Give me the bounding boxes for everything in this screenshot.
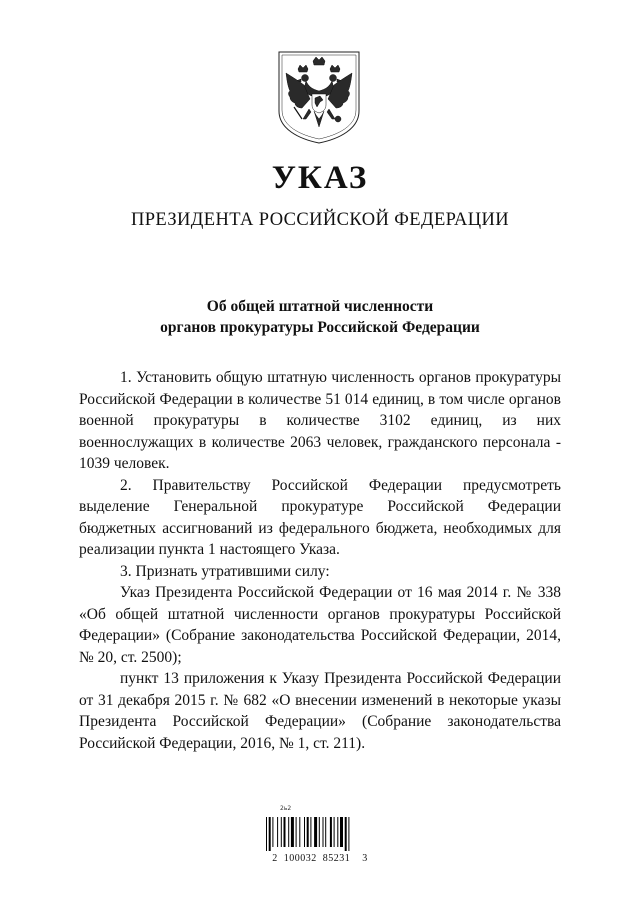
document-title: УКАЗ: [271, 160, 369, 196]
paragraph-5: пункт 13 приложения к Указу Президента Российской Федерации от 31 декабря 2015 г. № 682 «О внесении изменений в некоторые указы Президента Российской Федерации» (Собрание законодательства Российской Федерации, 2016, № 1, ст. 211).: [79, 670, 561, 752]
document-subtitle: ПРЕЗИДЕНТА РОССИЙСКОЙ ФЕДЕРАЦИИ: [130, 210, 510, 230]
document-heading: [0, 296, 640, 338]
heading-line-2: органов прокуратуры Российской Федерации: [160, 319, 480, 336]
paragraph-4: Указ Президента Российской Федерации от 16 мая 2014 г. № 338 «Об общей штатной численности органов прокуратуры Российской Федерации» (Собрание законодательства Российской Федерации, 2014, № 20, ст. 2500);: [79, 584, 561, 666]
barcode-tag: 2ь2: [280, 805, 292, 812]
coat-of-arms-icon: [276, 49, 362, 145]
paragraph-1: 1. Установить общую штатную численность органов прокуратуры Российской Федерации в количестве 51 014 единиц, в том числе органов военной прокуратуры в количестве 3102 единиц, из них военнослужащих в количестве 2063 человек, гражданского персонала - 1039 человек.: [79, 369, 561, 472]
barcode-bars-icon: [266, 817, 374, 851]
paragraph-2: 2. Правительству Российской Федерации предусмотреть выделение Генеральной прокуратуре Российской Федерации бюджетных ассигнований из федерального бюджета, необходимых для реализации пункта 1 настоящего Указа.: [79, 476, 561, 558]
document-body: [79, 367, 561, 754]
heading-line-1: Об общей штатной численности: [206, 298, 434, 315]
paragraph-3: 3. Признать утратившими силу:: [120, 562, 330, 580]
barcode-number: 2 100032 85231 3: [272, 853, 368, 864]
barcode: [258, 805, 382, 869]
